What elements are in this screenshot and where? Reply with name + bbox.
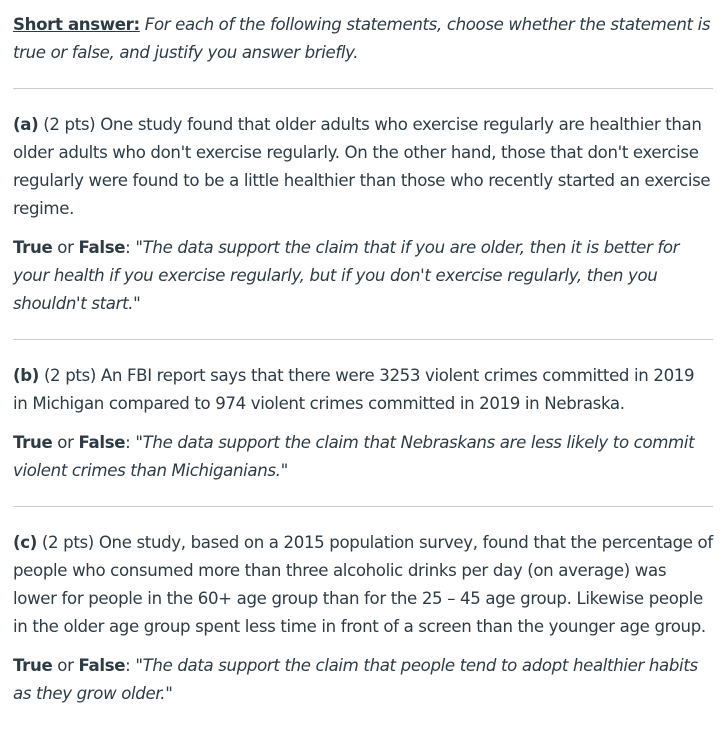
true-false-claim bbox=[13, 429, 713, 485]
intro-paragraph bbox=[13, 11, 713, 89]
question-label: (c) bbox=[13, 533, 37, 552]
claim-text: "The data support the claim that Nebraskans are less likely to commit violent crimes than Michiganians." bbox=[13, 433, 695, 480]
intro-instructions: For each of the following statements, choose whether the statement is true or false, and justify you answer briefly. bbox=[13, 15, 711, 62]
colon-text: : bbox=[125, 238, 131, 257]
false-label: False bbox=[78, 238, 126, 257]
question-text: (2 pts) One study, based on a 2015 population survey, found that the percentage of people who consumed more than three alcoholic drinks per day (on average) was lower for people in the 60+ age group than for the 25 – 45 age group. Likewise people in the older age group spent less time in front of a screen than the younger age group. bbox=[13, 533, 713, 636]
colon-text: : bbox=[125, 656, 131, 675]
true-label: True bbox=[13, 433, 53, 452]
false-label: False bbox=[78, 656, 126, 675]
true-label: True bbox=[13, 238, 53, 257]
question-stem bbox=[13, 529, 713, 641]
question-label: (a) bbox=[13, 115, 39, 134]
question-b bbox=[13, 340, 713, 507]
question-text: (2 pts) One study found that older adults who exercise regularly are healthier than older adults who don't exercise regularly. On the other hand, those that don't exercise regularly were found to be a little healthier than those who recently started an exercise regime. bbox=[13, 115, 711, 218]
intro-lead: Short answer: bbox=[13, 15, 140, 34]
question-c bbox=[13, 507, 713, 729]
true-false-claim bbox=[13, 234, 713, 318]
true-false-claim bbox=[13, 652, 713, 708]
claim-text: "The data support the claim that if you are older, then it is better for your health if you exercise regularly, but if you don't exercise regularly, then you shouldn't start." bbox=[13, 238, 680, 313]
colon-text: : bbox=[125, 433, 131, 452]
question-stem bbox=[13, 362, 713, 418]
true-label: True bbox=[13, 656, 53, 675]
question-text: (2 pts) An FBI report says that there were 3253 violent crimes committed in 2019 in Michigan compared to 974 violent crimes committed in 2019 in Nebraska. bbox=[13, 366, 695, 413]
question-stem bbox=[13, 111, 713, 223]
question-label: (b) bbox=[13, 366, 39, 385]
false-label: False bbox=[78, 433, 126, 452]
or-text: or bbox=[57, 433, 74, 452]
claim-text: "The data support the claim that people tend to adopt healthier habits as they grow older." bbox=[13, 656, 698, 703]
or-text: or bbox=[57, 656, 74, 675]
or-text: or bbox=[57, 238, 74, 257]
question-a bbox=[13, 89, 713, 340]
